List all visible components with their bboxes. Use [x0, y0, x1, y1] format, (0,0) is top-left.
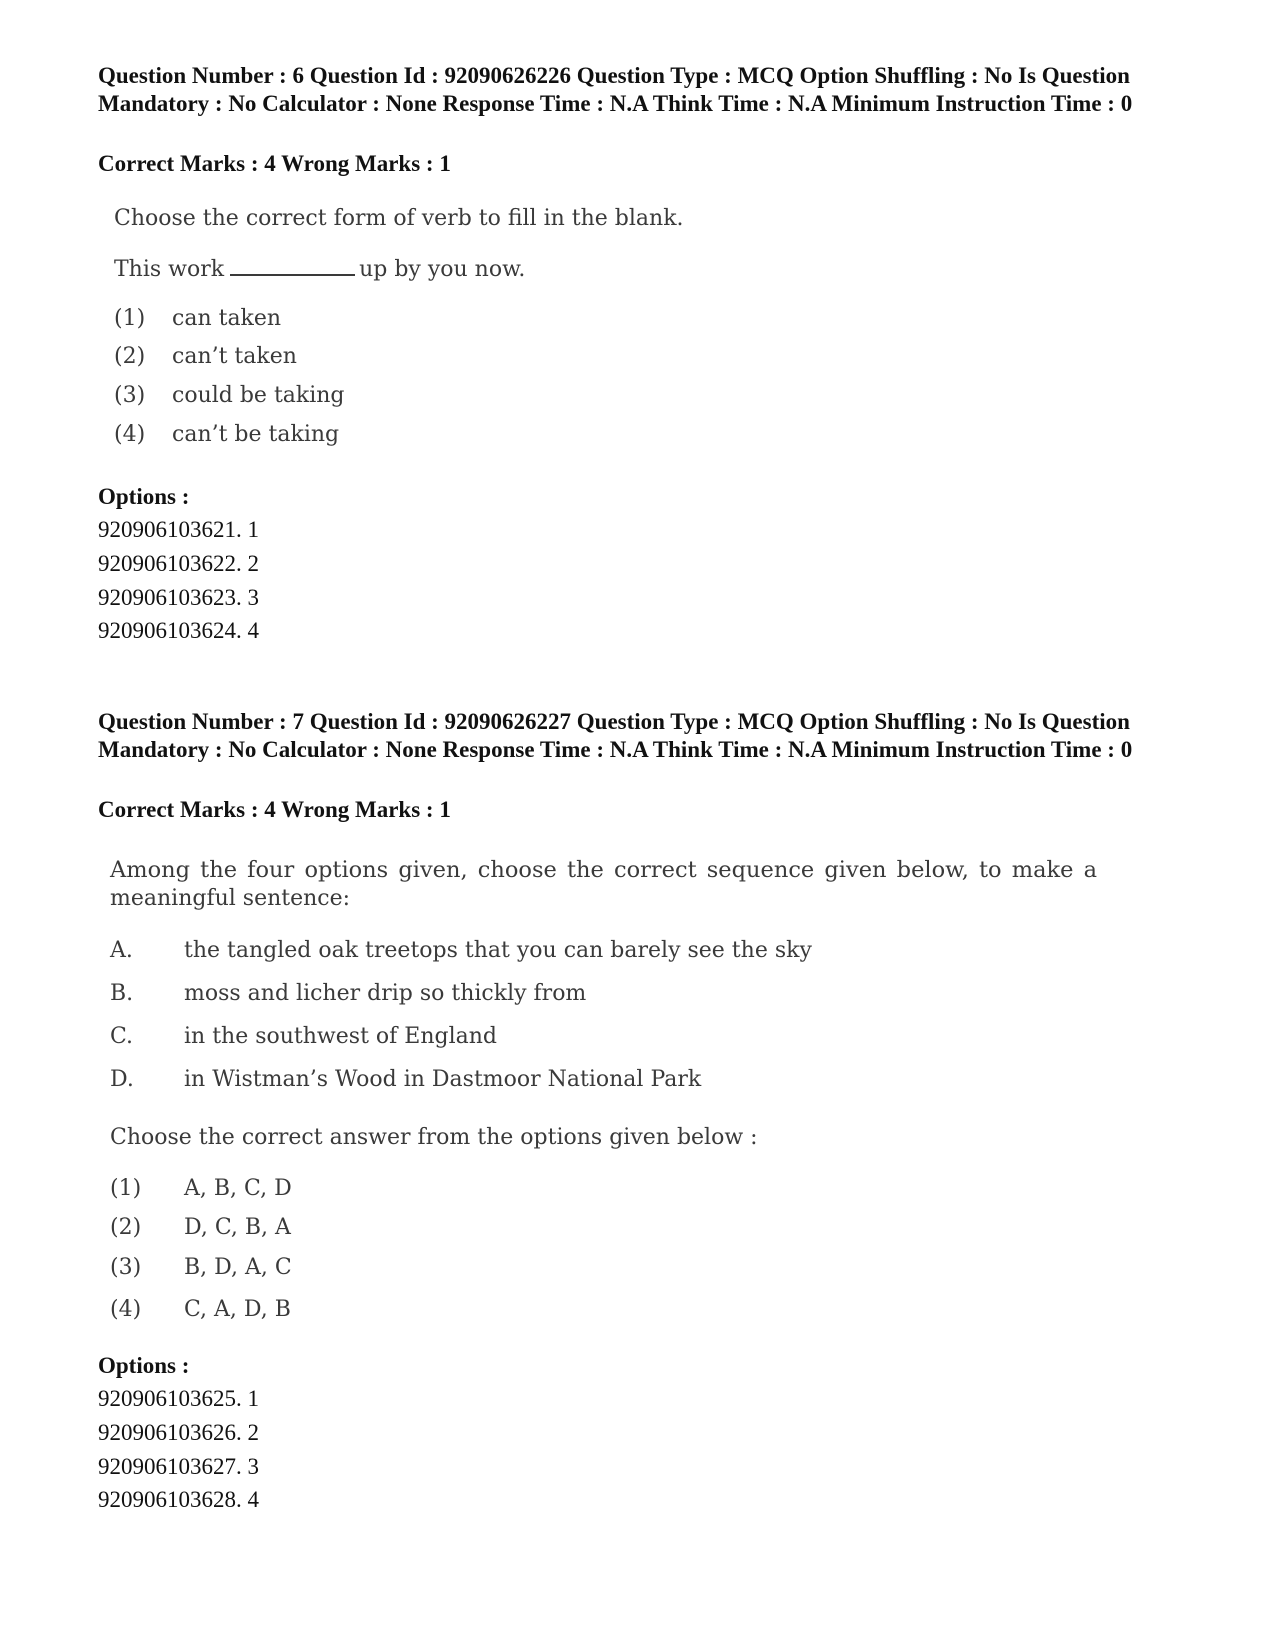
sentence-start: This work	[114, 257, 225, 282]
choice-text: can’t taken	[172, 344, 297, 369]
part-label: C.	[110, 1024, 134, 1049]
part-text: the tangled oak treetops that you can barely see the sky	[184, 938, 812, 963]
choice-number: (2)	[114, 344, 146, 369]
part-text: in the southwest of England	[184, 1024, 498, 1049]
choice-text: can taken	[172, 306, 282, 331]
question-7-options-label: Options :	[98, 1353, 190, 1378]
choice-text: D, C, B, A	[184, 1215, 291, 1240]
sentence-end: up by you now.	[359, 257, 526, 282]
choice-number: (4)	[110, 1297, 142, 1322]
option-id-line: 920906103621. 1	[98, 517, 259, 542]
part-text: in Wistman’s Wood in Dastmoor National Park	[184, 1067, 702, 1092]
choice-number: (2)	[110, 1215, 142, 1240]
option-id-line: 920906103623. 3	[98, 585, 259, 610]
question-6-instruction: Choose the correct form of verb to fill in the blank.	[114, 206, 684, 231]
question-7-instruction-cont: meaningful sentence:	[110, 886, 351, 911]
question-7-marks: Correct Marks : 4 Wrong Marks : 1	[98, 797, 451, 822]
fill-in-blank	[230, 256, 355, 276]
part-text: moss and licher drip so thickly from	[184, 981, 587, 1006]
part-label: A.	[110, 938, 133, 963]
option-id-line: 920906103626. 2	[98, 1420, 259, 1445]
choice-number: (4)	[114, 422, 146, 447]
question-7-instruction: Among the four options given, choose the correct sequence given below, to make a	[110, 857, 1098, 883]
choice-text: C, A, D, B	[184, 1297, 291, 1322]
option-id-line: 920906103627. 3	[98, 1454, 259, 1479]
option-id-line: 920906103628. 4	[98, 1487, 259, 1512]
option-id-line: 920906103625. 1	[98, 1386, 259, 1411]
option-id-line: 920906103622. 2	[98, 551, 259, 576]
part-label: D.	[110, 1067, 134, 1092]
part-label: B.	[110, 981, 134, 1006]
question-6-meta: Question Number : 6 Question Id : 92090626226 Question Type : MCQ Option Shuffling : No Is Question Mandatory : No Calculator : None Response Time : N.A Think Time : N.A Minimum Instruction Time : 0	[98, 63, 1133, 116]
choice-text: can’t be taking	[172, 422, 340, 447]
question-6-sentence	[114, 256, 525, 282]
choice-number: (1)	[114, 306, 146, 331]
choice-number: (3)	[110, 1255, 142, 1280]
choice-text: B, D, A, C	[184, 1255, 292, 1280]
question-7-meta: Question Number : 7 Question Id : 92090626227 Question Type : MCQ Option Shuffling : No Is Question Mandatory : No Calculator : None Response Time : N.A Think Time : N.A Minimum Instruction Time : 0	[98, 709, 1133, 762]
choice-text: could be taking	[172, 383, 345, 408]
choice-number: (1)	[110, 1176, 142, 1201]
question-6-marks: Correct Marks : 4 Wrong Marks : 1	[98, 151, 451, 176]
question-6-options-label: Options :	[98, 484, 190, 509]
choice-number: (3)	[114, 383, 146, 408]
option-id-line: 920906103624. 4	[98, 618, 259, 643]
choice-text: A, B, C, D	[184, 1176, 292, 1201]
question-7-answer-prompt: Choose the correct answer from the options given below :	[110, 1125, 758, 1150]
